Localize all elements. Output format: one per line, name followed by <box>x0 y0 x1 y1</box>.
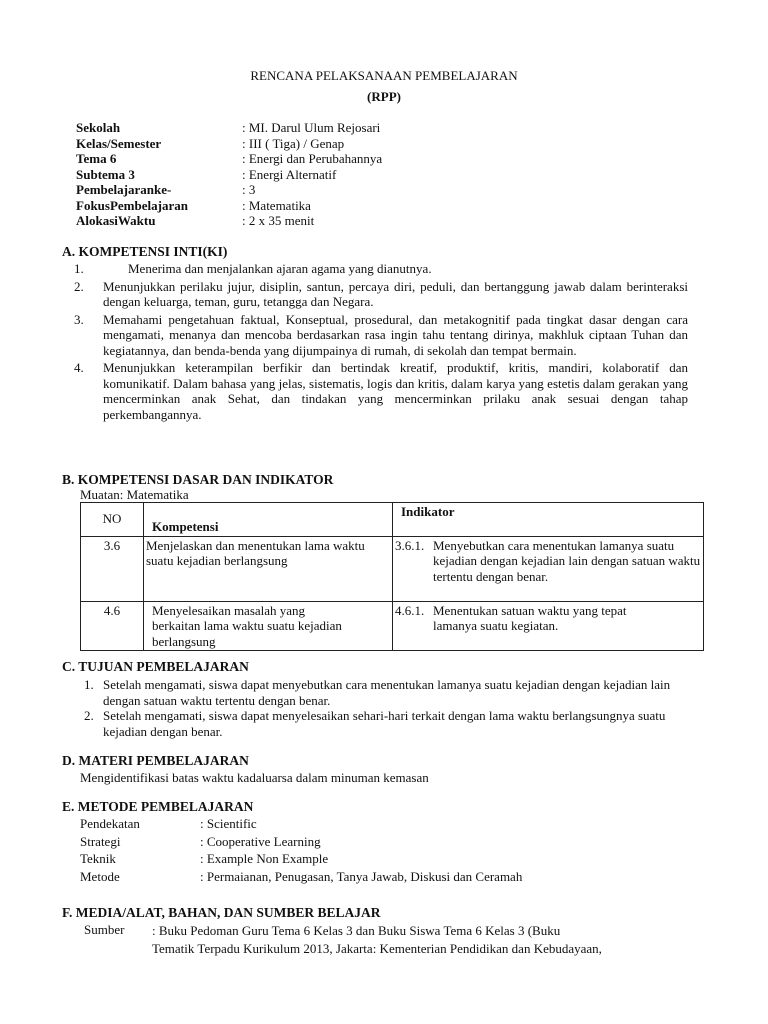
list-item <box>62 708 672 739</box>
cell-kompetensi: Menyelesaikan masalah yang berkaitan lama waktu suatu kejadian berlangsung <box>144 601 393 651</box>
method-label: Teknik <box>80 851 116 866</box>
info-label: Pembelajaranke- <box>76 182 172 197</box>
section-f-heading: F. MEDIA/ALAT, BAHAN, DAN SUMBER BELAJAR <box>62 905 381 920</box>
indikator-text: Menentukan satuan waktu yang tepat lamanya suatu kegiatan. <box>433 602 627 633</box>
list-number: 4. <box>74 360 84 375</box>
method-value: : Scientific <box>200 816 257 831</box>
competency-table <box>80 502 704 651</box>
header-no: NO <box>81 503 144 537</box>
section-c-heading: C. TUJUAN PEMBELAJARAN <box>62 659 249 674</box>
section-d-heading: D. MATERI PEMBELAJARAN <box>62 753 249 768</box>
list-number: 3. <box>74 311 84 327</box>
list-number: 2. <box>84 708 94 723</box>
info-label: Kelas/Semester <box>76 135 162 151</box>
source-line: : Buku Pedoman Guru Tema 6 Kelas 3 dan Buku Siswa Tema 6 Kelas 3 (Buku <box>152 923 561 938</box>
indikator-number: 4.6.1. <box>395 602 425 618</box>
document-title: RENCANA PELAKSANAAN PEMBELAJARAN <box>250 68 518 83</box>
info-label: Subtema 3 <box>76 166 135 182</box>
info-label: FokusPembelajaran <box>76 197 188 213</box>
section-b-heading: B. KOMPETENSI DASAR DAN INDIKATOR <box>62 472 334 487</box>
list-text: Menerima dan menjalankan ajaran agama yang dianutnya. <box>128 261 432 276</box>
muatan-label: Muatan: Matematika <box>80 487 189 502</box>
materi-text: Mengidentifikasi batas waktu kadaluarsa dalam minuman kemasan <box>80 770 429 785</box>
method-label: Pendekatan <box>80 816 140 831</box>
source-value <box>152 922 702 958</box>
indikator-number: 3.6.1. <box>395 537 425 553</box>
section-e-heading: E. METODE PEMBELAJARAN <box>62 799 254 814</box>
section-a-heading: A. KOMPETENSI INTI(KI) <box>62 244 228 259</box>
method-label: Strategi <box>80 833 121 849</box>
list-item <box>62 312 688 359</box>
cell-indikator <box>393 536 704 601</box>
list-item <box>62 360 688 422</box>
source-label: Sumber <box>84 922 125 937</box>
document-subtitle: (RPP) <box>367 89 401 104</box>
header-kompetensi: Kompetensi <box>144 503 393 537</box>
info-value: : 3 <box>242 182 256 197</box>
table-row <box>81 601 704 651</box>
method-value: : Example Non Example <box>200 851 329 866</box>
list-number: 1. <box>74 261 84 276</box>
table-row <box>81 536 704 601</box>
cell-indikator <box>393 601 704 651</box>
list-item <box>62 261 688 277</box>
cell-no: 4.6 <box>81 601 144 651</box>
info-value: : 2 x 35 menit <box>242 213 315 228</box>
cell-no: 3.6 <box>81 536 144 601</box>
source-line: Tematik Terpadu Kurikulum 2013, Jakarta: Kementerian Pendidikan dan Kebudayaan, <box>152 941 602 956</box>
list-text: Setelah mengamati, siswa dapat menyelesaikan sehari-hari terkait dengan lama waktu berlangsungnya suatu kejadian dengan benar. <box>103 708 666 739</box>
list-text: Menunjukkan keterampilan berfikir dan bertindak kreatif, produktif, kritis, mandiri, kolaboratif dan komunikatif. Dalam bahasa yang jelas, sistematis, logis dan kritis, dalam karya yang estetis dalam gerakan yang mencerminkan anak Sehat, dan tindakan yang mencerminkan prilaku anak sesuai dengan tahap perkembangannya. <box>103 360 688 422</box>
tujuan-list <box>62 677 672 739</box>
info-value: : Energi Alternatif <box>242 166 337 182</box>
list-text: Menunjukkan perilaku jujur, disiplin, santun, percaya diri, peduli, dan bertanggung jawab dalam berinteraksi dengan keluarga, teman, guru, tetangga dan Negara. <box>103 278 688 309</box>
info-label: AlokasiWaktu <box>76 213 156 228</box>
info-label: Tema 6 <box>76 151 117 166</box>
indikator-text: Menyebutkan cara menentukan lamanya suatu kejadian dengan kejadian lain dengan satuan waktu tertentu dengan benar. <box>433 537 701 584</box>
list-number: 2. <box>74 278 84 294</box>
table-header-row <box>81 503 704 537</box>
list-item <box>62 279 688 310</box>
info-label: Sekolah <box>76 120 121 135</box>
info-value: : MI. Darul Ulum Rejosari <box>242 120 381 135</box>
method-label: Metode <box>80 868 120 884</box>
list-text: Setelah mengamati, siswa dapat menyebutkan cara menentukan lamanya suatu kejadian dengan kejadian lain dengan satuan waktu tertentu dengan benar. <box>103 677 671 708</box>
list-item <box>62 677 672 708</box>
cell-kompetensi: Menjelaskan dan menentukan lama waktu suatu kejadian berlangsung <box>144 536 393 601</box>
list-text: Memahami pengetahuan faktual, Konseptual, prosedural, dan metakognitif pada tingkat dasar dengan cara mengamati, menanya dan mencoba berdasarkan rasa ingin tahu tentang dirinya, makhluk ciptaan Tuhan dan kegiatannya, dan benda-benda yang dijumpainya di rumah, di sekolah dan tempat bermain. <box>103 311 688 358</box>
header-indikator: Indikator <box>393 503 704 537</box>
kompetensi-inti-list <box>62 261 688 422</box>
info-value: : Matematika <box>242 197 311 213</box>
list-number: 1. <box>84 677 94 692</box>
info-value: : Energi dan Perubahannya <box>242 151 383 166</box>
info-value: : III ( Tiga) / Genap <box>242 135 345 151</box>
method-value: : Permaianan, Penugasan, Tanya Jawab, Diskusi dan Ceramah <box>200 868 523 884</box>
method-value: : Cooperative Learning <box>200 833 321 849</box>
